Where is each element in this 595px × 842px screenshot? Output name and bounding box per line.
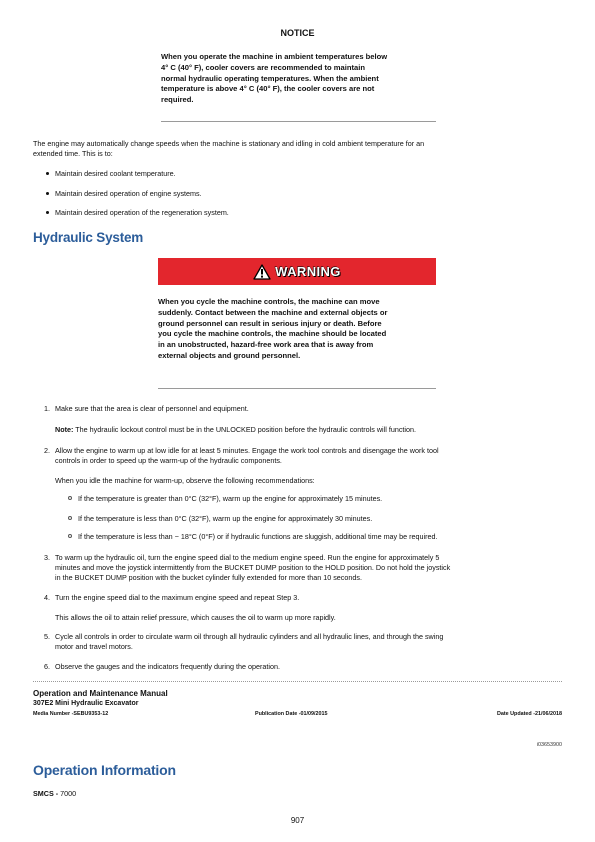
step-line: Turn the engine speed dial to the maximum engine speed and repeat Step 3. xyxy=(55,593,300,602)
engine-speed-intro xyxy=(33,139,563,159)
step-text xyxy=(55,446,565,466)
notice-title: NOTICE xyxy=(280,28,315,38)
step-line: Cycle all controls in order to circulate warm oil through all hydraulic cylinders and all hydraulic lines, and through the swing xyxy=(55,632,444,641)
publication-date: Publication Date -01/09/2015 xyxy=(255,711,328,717)
intro-line: extended time. This is to: xyxy=(33,148,113,158)
bullet-text: Maintain desired operation of the regeneration system. xyxy=(55,208,229,217)
smcs-value: 7000 xyxy=(60,789,77,798)
bullet-text: Maintain desired coolant temperature. xyxy=(55,169,176,178)
hydraulic-system-heading: Hydraulic System xyxy=(33,230,144,245)
step-number: 5. xyxy=(44,632,50,641)
step4-followup: This allows the oil to attain relief pressure, which causes the oil to warm up more rapidly. xyxy=(55,613,336,622)
warning-line: suddenly. Contact between the machine and external objects or xyxy=(158,307,388,317)
step-line: in the BUCKET DUMP position with the bucket cylinder fully extended for more than 10 seconds. xyxy=(55,572,362,582)
manual-title: Operation and Maintenance Manual xyxy=(33,689,168,698)
page-number: 907 xyxy=(290,816,305,825)
step-text xyxy=(55,662,565,672)
notice-body xyxy=(161,52,441,106)
bullet-dot-icon xyxy=(46,211,49,214)
step-number: 4. xyxy=(44,593,50,602)
step-text xyxy=(55,553,567,583)
notice-line: 4° C (40° F), cooler covers are recommended to maintain xyxy=(161,62,365,72)
note-label: Note: xyxy=(55,425,74,434)
sub-bullet-item xyxy=(68,532,568,542)
sub-bullet-item xyxy=(68,494,568,504)
warning-body xyxy=(158,297,440,362)
note xyxy=(55,425,565,435)
model-name: 307E2 Mini Hydraulic Excavator xyxy=(33,700,139,707)
idle-intro: When you idle the machine for warm-up, observe the following recommendations: xyxy=(55,476,315,485)
warning-line: ground personnel can result in serious injury or death. Before xyxy=(158,318,382,328)
step-number: 6. xyxy=(44,662,50,671)
warning-banner xyxy=(158,258,436,285)
sub-bullet-text: If the temperature is less than 0°C (32°F), warm up the engine for approximately 30 minutes. xyxy=(78,514,373,523)
step-line: controls in order to speed up the warm-up of the hydraulic components. xyxy=(55,455,282,465)
step-number: 2. xyxy=(44,446,50,455)
bullet-item xyxy=(46,189,202,199)
bullet-item xyxy=(46,169,176,179)
step-text xyxy=(55,632,567,652)
bullet-item xyxy=(46,208,229,218)
circle-bullet-icon xyxy=(68,516,72,520)
smcs-code xyxy=(33,789,76,799)
footer-divider xyxy=(33,681,562,682)
bullet-dot-icon xyxy=(46,192,49,195)
step-text xyxy=(55,404,565,414)
notice-line: normal hydraulic operating temperatures. When the ambient xyxy=(161,73,379,83)
notice-line: required. xyxy=(161,95,194,105)
warning-line: When you cycle the machine controls, the machine can move xyxy=(158,297,380,306)
step-line: Make sure that the area is clear of personnel and equipment. xyxy=(55,404,249,413)
notice-line: When you operate the machine in ambient temperatures below xyxy=(161,52,388,61)
notice-line: temperature is above 4° C (40° F), the cooler covers are not xyxy=(161,84,375,94)
sub-bullet-text: If the temperature is less than − 18°C (0°F) or if hydraulic functions are sluggish, additional time may be required. xyxy=(78,532,438,541)
step-text xyxy=(55,593,565,603)
operation-information-heading: Operation Information xyxy=(33,762,176,778)
warning-line: you cycle the machine controls, the machine should be located xyxy=(158,329,387,339)
step-number: 1. xyxy=(44,404,50,413)
step-line: motor and travel motors. xyxy=(55,641,133,651)
intro-line: The engine may automatically change speeds when the machine is stationary and idling in cold ambient temperature for an xyxy=(33,139,425,148)
sub-bullet-text: If the temperature is greater than 0°C (32°F), warm up the engine for approximately 15 minutes. xyxy=(78,494,383,503)
bullet-text: Maintain desired operation of engine systems. xyxy=(55,189,202,198)
note-text: The hydraulic lockout control must be in the UNLOCKED position before the hydraulic controls will function. xyxy=(73,425,417,434)
step-number: 3. xyxy=(44,553,50,562)
step-line: Allow the engine to warm up at low idle for at least 5 minutes. Engage the work tool controls and disengage the work tool xyxy=(55,446,439,455)
smcs-label: SMCS - xyxy=(33,789,61,798)
warning-divider xyxy=(158,388,436,389)
step-line: Observe the gauges and the indicators frequently during the operation. xyxy=(55,662,280,671)
media-number: Media Number -SEBU9353-12 xyxy=(33,711,109,717)
warning-label: WARNING xyxy=(275,263,341,279)
warning-line: in an unobstructed, hazard-free work area that is away from xyxy=(158,340,374,350)
bullet-dot-icon xyxy=(46,172,49,175)
sub-bullet-item xyxy=(68,514,568,524)
circle-bullet-icon xyxy=(68,496,72,500)
notice-divider xyxy=(161,121,436,122)
warning-line: external objects and ground personnel. xyxy=(158,350,301,360)
document-id: i03653900 xyxy=(536,742,562,748)
step-line: minutes and move the joystick intermittently from the BUCKET DUMP position to the HOLD position. Do not hold the joystick xyxy=(55,562,451,572)
step-line: To warm up the hydraulic oil, turn the engine speed dial to the medium engine speed. Run the engine for approximately 5 xyxy=(55,553,440,562)
date-updated: Date Updated -21/06/2018 xyxy=(496,711,562,717)
circle-bullet-icon xyxy=(68,534,72,538)
warning-triangle-icon xyxy=(253,264,271,280)
